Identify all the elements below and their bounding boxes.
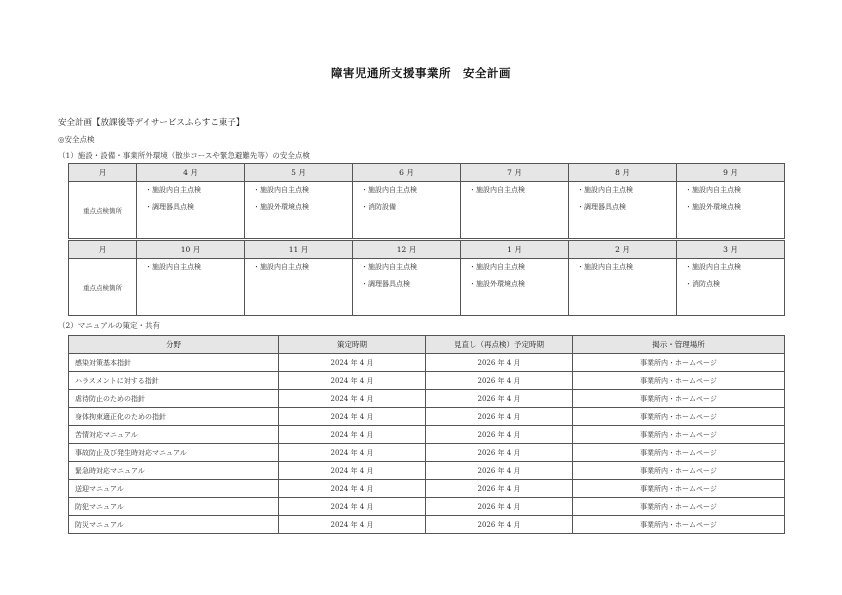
manual-field: 苦情対応マニュアル — [69, 426, 279, 444]
review-date: 2026 年 4 月 — [426, 390, 573, 408]
review-date: 2026 年 4 月 — [426, 516, 573, 534]
manual-field: 感染対策基本指針 — [69, 354, 279, 372]
inspection-item: ・施設内自主点検 — [685, 263, 741, 271]
review-date: 2026 年 4 月 — [426, 354, 573, 372]
table-row — [69, 462, 785, 480]
inspection-item: ・調理器具点検 — [577, 203, 626, 211]
created-date: 2024 年 4 月 — [279, 372, 426, 390]
location: 事業所内・ホームページ — [573, 426, 785, 444]
created-date: 2024 年 4 月 — [279, 462, 426, 480]
inspection-item: ・消防点検 — [685, 280, 720, 288]
manual-field: ハラスメントに対する指針 — [69, 372, 279, 390]
manual-field: 身体拘束適正化のための指針 — [69, 408, 279, 426]
manual-field: 防災マニュアル — [69, 516, 279, 534]
inspection-item: ・施設内自主点検 — [145, 263, 201, 271]
plan-subtitle: 安全計画【放課後等デイサービスふらすこ東子】 — [58, 118, 245, 128]
table-row — [69, 444, 785, 462]
inspection-item: ・施設外環境点検 — [469, 280, 525, 288]
month-cell: 4 月 — [137, 164, 245, 182]
review-date: 2026 年 4 月 — [426, 408, 573, 426]
inspection-items — [137, 182, 245, 239]
month-header: 月 — [69, 241, 137, 259]
location: 事業所内・ホームページ — [573, 444, 785, 462]
inspection-item: ・施設内自主点検 — [469, 186, 525, 194]
created-date: 2024 年 4 月 — [279, 498, 426, 516]
month-cell: 7 月 — [461, 164, 569, 182]
month-cell: 12 月 — [353, 241, 461, 259]
created-date: 2024 年 4 月 — [279, 390, 426, 408]
schedule-items-row — [69, 182, 785, 239]
inspection-items — [137, 259, 245, 316]
month-cell: 3 月 — [677, 241, 785, 259]
review-date: 2026 年 4 月 — [426, 462, 573, 480]
schedule-header-row — [69, 241, 785, 259]
column-header-review: 見直し（再点検）予定時期 — [426, 336, 573, 354]
column-header-location: 掲示・管理場所 — [573, 336, 785, 354]
inspection-schedule-second-half — [68, 240, 785, 316]
inspection-item: ・施設内自主点検 — [253, 186, 309, 194]
table-row — [69, 408, 785, 426]
review-date: 2026 年 4 月 — [426, 498, 573, 516]
inspection-item: ・施設外環境点検 — [253, 203, 309, 211]
inspection-item: ・施設内自主点検 — [469, 263, 525, 271]
inspection-item: ・施設内自主点検 — [685, 186, 741, 194]
manual-field: 防犯マニュアル — [69, 498, 279, 516]
month-cell: 2 月 — [569, 241, 677, 259]
manual-field: 虐待防止のための指針 — [69, 390, 279, 408]
review-date: 2026 年 4 月 — [426, 426, 573, 444]
inspection-items — [245, 259, 353, 316]
location: 事業所内・ホームページ — [573, 462, 785, 480]
table-row — [69, 498, 785, 516]
inspection-items — [677, 259, 785, 316]
column-header-field: 分野 — [69, 336, 279, 354]
review-date: 2026 年 4 月 — [426, 480, 573, 498]
month-cell: 5 月 — [245, 164, 353, 182]
manual-field: 送迎マニュアル — [69, 480, 279, 498]
location: 事業所内・ホームページ — [573, 408, 785, 426]
row-label: 重点点検箇所 — [69, 182, 137, 239]
month-cell: 6 月 — [353, 164, 461, 182]
table-row — [69, 372, 785, 390]
inspection-item: ・消防設備 — [361, 203, 396, 211]
created-date: 2024 年 4 月 — [279, 354, 426, 372]
manuals-header-row — [69, 336, 785, 354]
month-cell: 8 月 — [569, 164, 677, 182]
inspection-schedule-first-half — [68, 163, 785, 239]
inspection-items — [569, 182, 677, 239]
inspection-items — [569, 259, 677, 316]
inspection-item: ・施設内自主点検 — [361, 186, 417, 194]
table-row — [69, 426, 785, 444]
inspection-items — [677, 182, 785, 239]
inspection-items — [461, 182, 569, 239]
inspection-items — [353, 259, 461, 316]
inspection-item: ・施設外環境点検 — [685, 203, 741, 211]
inspection-item: ・施設内自主点検 — [577, 263, 633, 271]
location: 事業所内・ホームページ — [573, 372, 785, 390]
inspection-items — [353, 182, 461, 239]
section-facility-inspection: （1）施設・設備・事業所外環境（散歩コースや緊急避難先等）の安全点検 — [58, 151, 310, 160]
table-row — [69, 480, 785, 498]
month-cell: 10 月 — [137, 241, 245, 259]
created-date: 2024 年 4 月 — [279, 408, 426, 426]
manual-field: 事故防止及び発生時対応マニュアル — [69, 444, 279, 462]
created-date: 2024 年 4 月 — [279, 516, 426, 534]
inspection-item: ・施設内自主点検 — [145, 186, 201, 194]
created-date: 2024 年 4 月 — [279, 444, 426, 462]
inspection-items — [461, 259, 569, 316]
month-cell: 11 月 — [245, 241, 353, 259]
table-row — [69, 516, 785, 534]
review-date: 2026 年 4 月 — [426, 372, 573, 390]
schedule-items-row — [69, 259, 785, 316]
location: 事業所内・ホームページ — [573, 516, 785, 534]
document-title: 障害児通所支援事業所 安全計画 — [331, 66, 511, 80]
review-date: 2026 年 4 月 — [426, 444, 573, 462]
inspection-item: ・調理器具点検 — [361, 280, 410, 288]
inspection-item: ・施設内自主点検 — [253, 263, 309, 271]
table-row — [69, 390, 785, 408]
inspection-items — [245, 182, 353, 239]
inspection-item: ・調理器具点検 — [145, 203, 194, 211]
inspection-item: ・施設内自主点検 — [577, 186, 633, 194]
schedule-header-row — [69, 164, 785, 182]
row-label: 重点点検箇所 — [69, 259, 137, 316]
table-row — [69, 354, 785, 372]
inspection-item: ・施設内自主点検 — [361, 263, 417, 271]
created-date: 2024 年 4 月 — [279, 480, 426, 498]
manual-field: 緊急時対応マニュアル — [69, 462, 279, 480]
column-header-created: 策定時期 — [279, 336, 426, 354]
month-header: 月 — [69, 164, 137, 182]
location: 事業所内・ホームページ — [573, 390, 785, 408]
created-date: 2024 年 4 月 — [279, 426, 426, 444]
location: 事業所内・ホームページ — [573, 354, 785, 372]
location: 事業所内・ホームページ — [573, 498, 785, 516]
manuals-table — [68, 335, 785, 534]
section-manuals: （2）マニュアルの策定・共有 — [58, 321, 160, 330]
month-cell: 1 月 — [461, 241, 569, 259]
location: 事業所内・ホームページ — [573, 480, 785, 498]
month-cell: 9 月 — [677, 164, 785, 182]
section-safety-inspection: ◎安全点検 — [58, 135, 95, 144]
